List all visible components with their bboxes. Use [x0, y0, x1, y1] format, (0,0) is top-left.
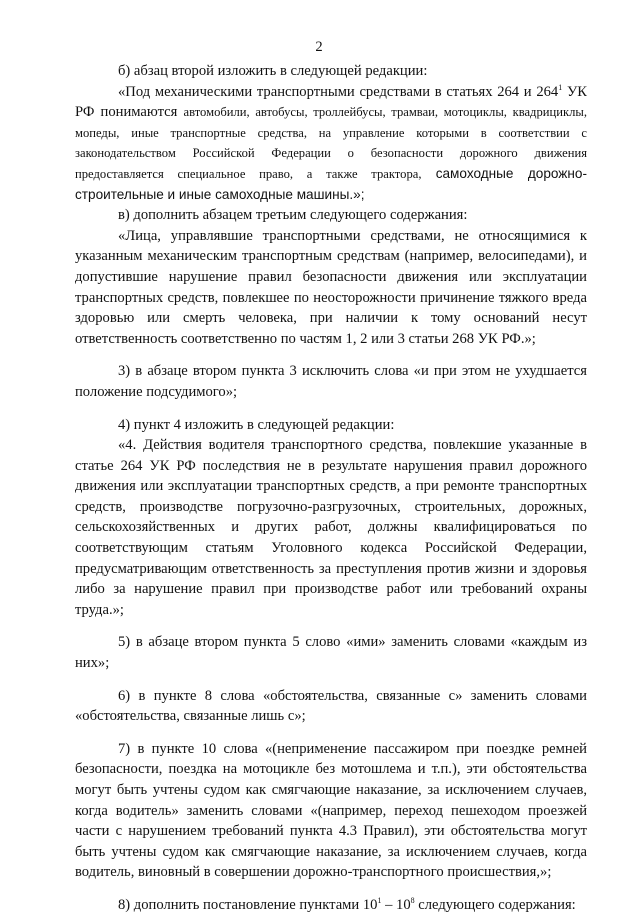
paragraph-item-7: 7) в пункте 10 слова «(неприменение пассажиром при поездке ремней безопасности, поездка на мотоцикле без мотошлема и т.п.), эти обстоятельства могут быть учтены судом как смягчающие наказание, за исключением случаев, когда водитель» заменить словами «(например, переход пешеходом проезжей части с нарушением требований пункта 4.3 Правил), эти обстоятельства могут быть учтены судом как смягчающие наказание, за исключением случаев, когда водитель, виновный в совершении дорожно-транспортного происшествия,»;: [75, 740, 587, 881]
paragraph-quote-item-4: «4. Действия водителя транспортного средства, повлекшие указанные в статье 264 УК РФ последствия не в результате нарушения правил дорожного движения или эксплуатации транспортных средств, а при ремонте транспортных средств, производстве погрузочно-разгрузочных, строительных, дорожных, сельскохозяйственных и других работ, должны квалифицироваться по соответствующим статьям Уголовного кодекса Российской Федерации, предусматривающим ответственность за преступления против жизни и здоровья либо за нарушение правил при производстве работ или требований охраны труда.»;: [75, 437, 587, 618]
paragraph-item-3: 3) в абзаце втором пункта 3 исключить слова «и при этом не ухудшается положение подсудимого»;: [75, 363, 587, 400]
paragraph-item-6: 6) в пункте 8 слова «обстоятельства, связанные с» заменить словами «обстоятельства, связанные лишь с»;: [75, 687, 587, 725]
paragraph-item-8: 8) дополнить постановление пунктами $10^1 - 10^8$ следующего содержания:: [118, 895, 576, 913]
paragraph-item-4: 4) пункт 4 изложить в следующей редакции:: [118, 416, 395, 433]
page-number: 2: [315, 39, 323, 55]
paragraph-b: б) абзац второй изложить в следующей редакции:: [118, 63, 428, 79]
paragraph-quote-vehicles: «Под механическими транспортными средствами в статьях 264 и $264^1$ УК РФ понимаются автомобили, автобусы, троллейбусы, трамваи, мотоциклы, квадрициклы, мопеды, иные транспортные средства, на управление которыми в соответствии с законодательством Российской Федерации о безопасности дорожного движения предоставляется специальное право, а также трактора, самоходные дорожно-строительные и иные самоходные машины.»;: [75, 82, 588, 202]
paragraph-quote-persons: «Лица, управлявшие транспортными средствами, не относящимися к указанным механическим транспортным средствам (например, велосипедами), и допустившие нарушение правил безопасности движения или эксплуатации транспортных средств, повлекшее по неосторожности причинение тяжкого вреда здоровью или смерть человека, при наличии к тому оснований несут ответственность соответственно по частям 1, 2 или 3 статьи 268 УК РФ.»;: [75, 227, 587, 347]
document-body: [75, 61, 587, 916]
paragraph-v: в) дополнить абзацем третьим следующего содержания:: [118, 207, 468, 224]
paragraph-item-5: 5) в абзаце втором пункта 5 слово «ими» заменить словами «каждым из них»;: [75, 634, 587, 672]
